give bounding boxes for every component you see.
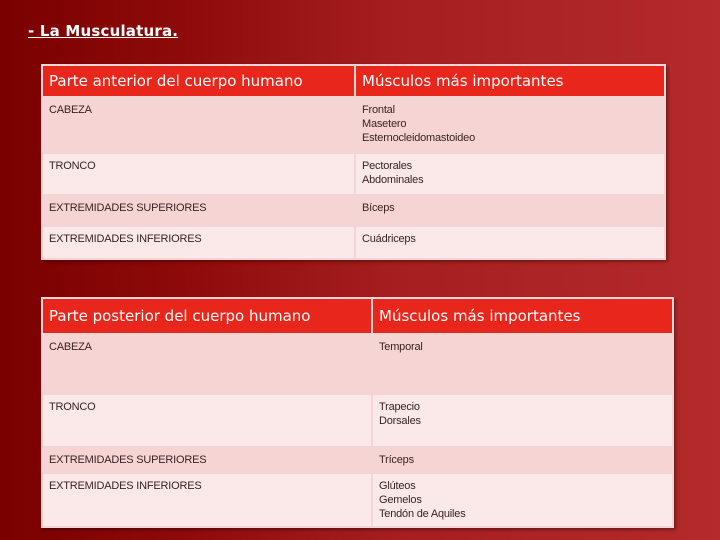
table-row — [42, 447, 673, 473]
body-part-cell: EXTREMIDADES INFERIORES — [42, 226, 355, 259]
table-row — [42, 394, 673, 447]
table-row — [42, 195, 665, 226]
body-part-cell: CABEZA — [42, 334, 372, 394]
header-part-posterior: Parte posterior del cuerpo humano — [42, 298, 372, 334]
body-part-cell: EXTREMIDADES SUPERIORES — [42, 447, 372, 473]
table-row — [42, 97, 665, 153]
muscles-cell: Cuádriceps — [355, 226, 665, 259]
header-muscles-posterior: Músculos más importantes — [372, 298, 673, 334]
muscles-cell: Glúteos Gemelos Tendón de Aquiles — [372, 473, 673, 527]
muscles-cell: Bíceps — [355, 195, 665, 226]
table-row — [42, 334, 673, 394]
muscles-cell: Frontal Masetero Esternocleidomastoideo — [355, 97, 665, 153]
muscles-cell: Trapecio Dorsales — [372, 394, 673, 447]
table-row — [42, 226, 665, 259]
slide-title: - La Musculatura. — [28, 22, 179, 40]
table-row — [42, 153, 665, 195]
body-part-cell: TRONCO — [42, 394, 372, 447]
muscles-cell: Temporal — [372, 334, 673, 394]
header-part-anterior: Parte anterior del cuerpo humano — [42, 65, 355, 97]
muscles-cell: Pectorales Abdominales — [355, 153, 665, 195]
anterior-muscles-table — [41, 64, 666, 260]
table-row — [42, 473, 673, 527]
header-muscles-anterior: Músculos más importantes — [355, 65, 665, 97]
muscles-cell: Tríceps — [372, 447, 673, 473]
body-part-cell: EXTREMIDADES SUPERIORES — [42, 195, 355, 226]
body-part-cell: TRONCO — [42, 153, 355, 195]
posterior-muscles-table — [41, 297, 674, 528]
body-part-cell: EXTREMIDADES INFERIORES — [42, 473, 372, 527]
body-part-cell: CABEZA — [42, 97, 355, 153]
